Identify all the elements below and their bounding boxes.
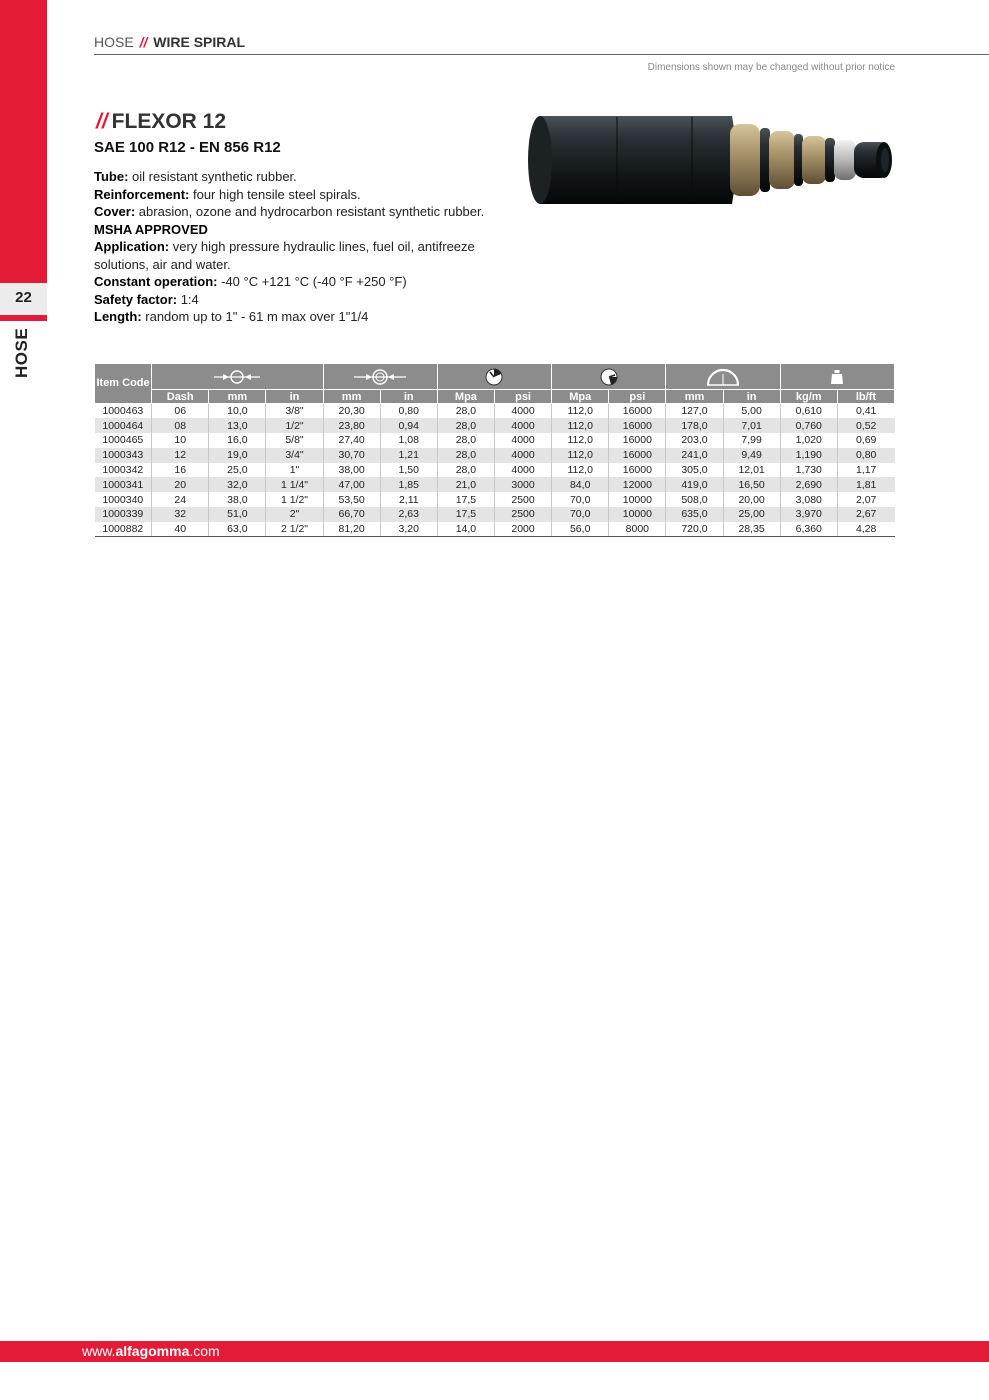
- table-cell: 112,0: [552, 404, 609, 419]
- table-cell: 2,690: [780, 477, 837, 492]
- table-cell: 81,20: [323, 522, 380, 537]
- table-cell: 0,94: [380, 418, 437, 433]
- item-code-cell: 1000340: [95, 492, 152, 507]
- table-cell: 2,67: [837, 507, 894, 522]
- unit-br-mm: mm: [666, 390, 723, 404]
- table-cell: 1,50: [380, 463, 437, 478]
- table-cell: 27,40: [323, 433, 380, 448]
- unit-bp-psi: psi: [609, 390, 666, 404]
- table-cell: 2500: [494, 492, 551, 507]
- table-cell: 112,0: [552, 448, 609, 463]
- unit-weight-lbft: lb/ft: [837, 390, 894, 404]
- unit-wp-mpa: Mpa: [437, 390, 494, 404]
- unit-od-in: in: [380, 390, 437, 404]
- sidebar-accent-divider: [0, 315, 47, 321]
- table-cell: 28,0: [437, 404, 494, 419]
- table-cell: 7,01: [723, 418, 780, 433]
- table-cell: 53,50: [323, 492, 380, 507]
- table-cell: 5/8": [266, 433, 323, 448]
- table-cell: 16000: [609, 418, 666, 433]
- table-cell: 0,52: [837, 418, 894, 433]
- table-cell: 2,63: [380, 507, 437, 522]
- unit-bp-mpa: Mpa: [552, 390, 609, 404]
- table-cell: 13,0: [209, 418, 266, 433]
- table-cell: 40: [152, 522, 209, 537]
- table-cell: 8000: [609, 522, 666, 537]
- table-cell: 112,0: [552, 433, 609, 448]
- unit-weight-kgm: kg/m: [780, 390, 837, 404]
- weight-header: [780, 364, 894, 390]
- table-cell: 14,0: [437, 522, 494, 537]
- bend-radius-icon: [706, 367, 740, 387]
- table-cell: 28,0: [437, 463, 494, 478]
- title-separator: //: [96, 110, 108, 133]
- item-code-cell: 1000341: [95, 477, 152, 492]
- breadcrumb-section: HOSE: [94, 34, 134, 50]
- table-cell: 1 1/4": [266, 477, 323, 492]
- inside-diameter-header: [152, 364, 323, 390]
- spec-approval: MSHA APPROVED: [94, 221, 208, 237]
- header-divider: [94, 54, 989, 55]
- table-cell: 4,28: [837, 522, 894, 537]
- table-cell: 2500: [494, 507, 551, 522]
- table-cell: 3,080: [780, 492, 837, 507]
- bend-radius-header: [666, 364, 780, 390]
- table-icon-header-row: [95, 364, 895, 390]
- footer-website: www.alfagomma.com: [82, 1343, 220, 1359]
- item-code-cell: 1000463: [95, 404, 152, 419]
- table-cell: 1 1/2": [266, 492, 323, 507]
- table-cell: 112,0: [552, 418, 609, 433]
- table-cell: 28,0: [437, 418, 494, 433]
- table-row: [95, 477, 895, 492]
- table-cell: 10: [152, 433, 209, 448]
- item-code-header: Item Code: [95, 364, 152, 404]
- table-row: [95, 522, 895, 537]
- spec-constant-operation: Constant operation: -40 °C +121 °C (-40 °F +250 °F): [94, 274, 407, 289]
- unit-id-mm: mm: [209, 390, 266, 404]
- breadcrumb-separator: //: [139, 34, 148, 50]
- sidebar-section-label: HOSE: [12, 327, 31, 378]
- table-cell: 1,85: [380, 477, 437, 492]
- table-row: [95, 418, 895, 433]
- unit-wp-psi: psi: [494, 390, 551, 404]
- item-code-cell: 1000339: [95, 507, 152, 522]
- table-cell: 12: [152, 448, 209, 463]
- table-cell: 178,0: [666, 418, 723, 433]
- table-cell: 1": [266, 463, 323, 478]
- item-code-cell: 1000342: [95, 463, 152, 478]
- table-cell: 0,80: [837, 448, 894, 463]
- table-cell: 203,0: [666, 433, 723, 448]
- table-cell: 7,99: [723, 433, 780, 448]
- table-cell: 1,020: [780, 433, 837, 448]
- table-cell: 112,0: [552, 463, 609, 478]
- table-cell: 419,0: [666, 477, 723, 492]
- item-code-cell: 1000464: [95, 418, 152, 433]
- table-cell: 66,70: [323, 507, 380, 522]
- table-cell: 4000: [494, 433, 551, 448]
- product-title: [96, 110, 226, 134]
- table-cell: 12000: [609, 477, 666, 492]
- hose-cutaway-image: [522, 104, 900, 216]
- table-cell: 305,0: [666, 463, 723, 478]
- specifications-table: [94, 363, 895, 537]
- table-cell: 16,50: [723, 477, 780, 492]
- breadcrumb-category: WIRE SPIRAL: [153, 34, 246, 50]
- spec-reinforcement: Reinforcement: four high tensile steel spirals.: [94, 186, 361, 202]
- burst-pressure-header: [552, 364, 666, 390]
- table-cell: 16,0: [209, 433, 266, 448]
- table-cell: 0,41: [837, 404, 894, 419]
- table-cell: 1,190: [780, 448, 837, 463]
- sidebar-accent-top: [0, 0, 47, 283]
- breadcrumb: [94, 34, 245, 50]
- page-number: 22: [0, 283, 47, 315]
- burst-pressure-icon: [599, 367, 619, 387]
- table-cell: 6,360: [780, 522, 837, 537]
- table-cell: 3/8": [266, 404, 323, 419]
- item-code-cell: 1000465: [95, 433, 152, 448]
- table-cell: 241,0: [666, 448, 723, 463]
- table-cell: 08: [152, 418, 209, 433]
- table-cell: 2 1/2": [266, 522, 323, 537]
- unit-od-mm: mm: [323, 390, 380, 404]
- product-specs: [94, 168, 504, 326]
- table-cell: 3000: [494, 477, 551, 492]
- table-cell: 63,0: [209, 522, 266, 537]
- table-cell: 20,00: [723, 492, 780, 507]
- table-cell: 1,17: [837, 463, 894, 478]
- working-pressure-icon: [484, 367, 504, 387]
- table-cell: 56,0: [552, 522, 609, 537]
- table-cell: 635,0: [666, 507, 723, 522]
- table-row: [95, 433, 895, 448]
- table-cell: 2,07: [837, 492, 894, 507]
- table-cell: 16000: [609, 463, 666, 478]
- table-cell: 32: [152, 507, 209, 522]
- table-cell: 28,0: [437, 448, 494, 463]
- table-cell: 9,49: [723, 448, 780, 463]
- table-cell: 1,21: [380, 448, 437, 463]
- table-cell: 17,5: [437, 492, 494, 507]
- table-row: [95, 507, 895, 522]
- table-cell: 1/2": [266, 418, 323, 433]
- table-cell: 127,0: [666, 404, 723, 419]
- product-name: FLEXOR 12: [111, 110, 227, 133]
- table-cell: 1,730: [780, 463, 837, 478]
- table-cell: 10000: [609, 492, 666, 507]
- table-cell: 24: [152, 492, 209, 507]
- table-cell: 84,0: [552, 477, 609, 492]
- table-cell: 47,00: [323, 477, 380, 492]
- table-cell: 0,80: [380, 404, 437, 419]
- table-cell: 20,30: [323, 404, 380, 419]
- table-cell: 3/4": [266, 448, 323, 463]
- table-cell: 720,0: [666, 522, 723, 537]
- table-cell: 28,35: [723, 522, 780, 537]
- table-cell: 38,0: [209, 492, 266, 507]
- table-cell: 2": [266, 507, 323, 522]
- spec-cover: Cover: abrasion, ozone and hydrocarbon resistant synthetic rubber.: [94, 204, 485, 219]
- footer-bar: [0, 1341, 989, 1362]
- table-cell: 2,11: [380, 492, 437, 507]
- table-cell: 32,0: [209, 477, 266, 492]
- table-cell: 4000: [494, 448, 551, 463]
- spec-safety-factor: Safety factor: 1:4: [94, 291, 199, 307]
- table-row: [95, 448, 895, 463]
- table-cell: 19,0: [209, 448, 266, 463]
- table-cell: 0,760: [780, 418, 837, 433]
- table-cell: 1,08: [380, 433, 437, 448]
- table-cell: 4000: [494, 418, 551, 433]
- weight-icon: [830, 369, 844, 385]
- item-code-cell: 1000882: [95, 522, 152, 537]
- table-cell: 10,0: [209, 404, 266, 419]
- unit-br-in: in: [723, 390, 780, 404]
- inside-diameter-icon: [212, 368, 262, 386]
- table-cell: 16000: [609, 433, 666, 448]
- table-cell: 25,0: [209, 463, 266, 478]
- table-cell: 70,0: [552, 507, 609, 522]
- table-cell: 38,00: [323, 463, 380, 478]
- table-cell: 0,69: [837, 433, 894, 448]
- outside-diameter-icon: [352, 368, 408, 386]
- table-cell: 4000: [494, 463, 551, 478]
- table-cell: 2000: [494, 522, 551, 537]
- table-cell: 10000: [609, 507, 666, 522]
- table-units-row: [95, 390, 895, 404]
- outside-diameter-header: [323, 364, 437, 390]
- spec-tube: Tube: oil resistant synthetic rubber.: [94, 169, 297, 184]
- table-cell: 0,610: [780, 404, 837, 419]
- working-pressure-header: [437, 364, 551, 390]
- table-cell: 12,01: [723, 463, 780, 478]
- table-cell: 16000: [609, 448, 666, 463]
- table-row: [95, 492, 895, 507]
- table-cell: 5,00: [723, 404, 780, 419]
- table-row: [95, 463, 895, 478]
- table-cell: 17,5: [437, 507, 494, 522]
- item-code-cell: 1000343: [95, 448, 152, 463]
- table-cell: 30,70: [323, 448, 380, 463]
- table-body: [95, 404, 895, 537]
- unit-dash: Dash: [152, 390, 209, 404]
- spec-length: Length: random up to 1" - 61 m max over 1"1/4: [94, 309, 369, 324]
- table-cell: 70,0: [552, 492, 609, 507]
- table-cell: 16: [152, 463, 209, 478]
- table-cell: 3,970: [780, 507, 837, 522]
- table-cell: 4000: [494, 404, 551, 419]
- table-cell: 21,0: [437, 477, 494, 492]
- unit-id-in: in: [266, 390, 323, 404]
- table-cell: 28,0: [437, 433, 494, 448]
- table-row: [95, 404, 895, 419]
- table-cell: 23,80: [323, 418, 380, 433]
- table-cell: 51,0: [209, 507, 266, 522]
- table-cell: 3,20: [380, 522, 437, 537]
- table-cell: 1,81: [837, 477, 894, 492]
- product-standard: SAE 100 R12 - EN 856 R12: [94, 139, 281, 156]
- table-cell: 25,00: [723, 507, 780, 522]
- table-cell: 508,0: [666, 492, 723, 507]
- table-cell: 20: [152, 477, 209, 492]
- table-cell: 06: [152, 404, 209, 419]
- dimensions-notice: Dimensions shown may be changed without prior notice: [647, 62, 895, 73]
- table-cell: 16000: [609, 404, 666, 419]
- spec-application: Application: very high pressure hydraulic lines, fuel oil, antifreeze solutions, air and water.: [94, 239, 475, 272]
